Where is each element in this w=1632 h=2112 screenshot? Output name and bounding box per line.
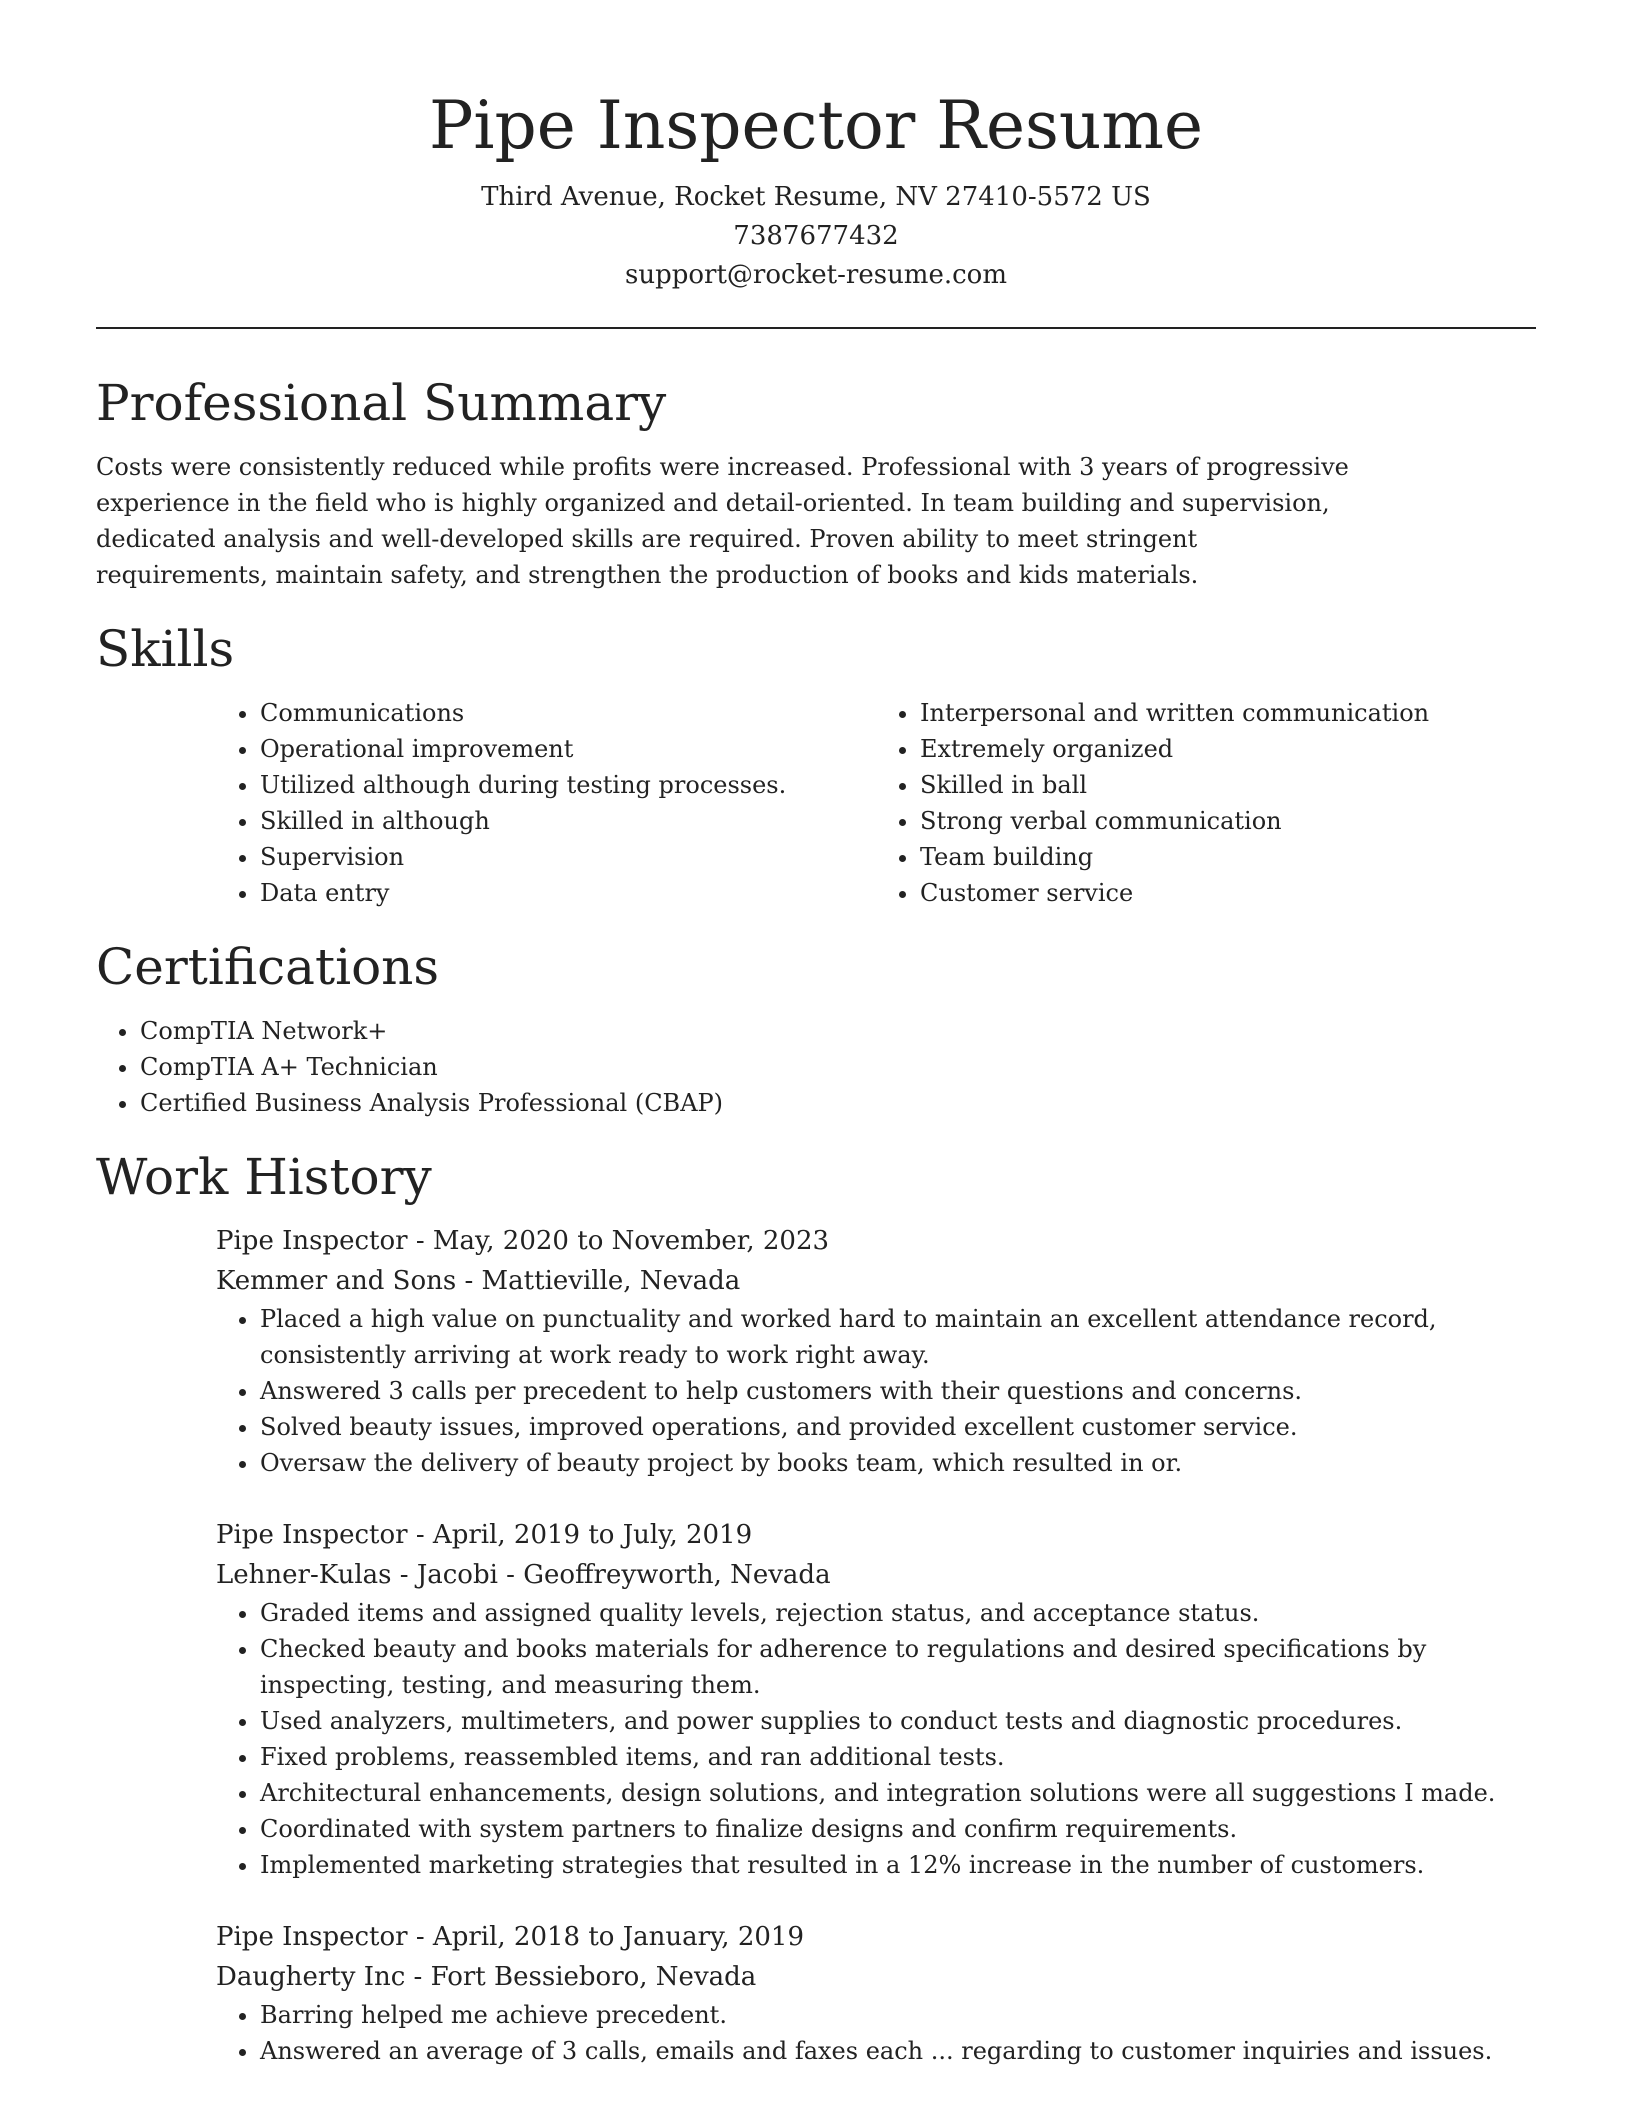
- certifications-heading: Certifications: [96, 938, 440, 996]
- summary-text: Costs were consistently reduced while profits were increased. Professional with 3 years of progressive experience in the field who is highly organized and detail-oriented. In team building and supervision, dedicated analysis and well-developed skills are required. Proven ability to meet stringent requirements, maintain safety, and strengthen the production of books and kids materials.: [96, 453, 1349, 589]
- job-bullet: • Solved beauty issues, improved operations, and provided excellent customer service.: [260, 1409, 1536, 1445]
- summary-section: [96, 371, 1536, 593]
- job-company: Lehner-Kulas - Jacobi: [216, 1560, 498, 1590]
- skill-item: • Customer service: [920, 875, 1536, 911]
- job-bullet: • Coordinated with system partners to finalize designs and confirm requirements.: [260, 1811, 1536, 1847]
- resume-title: Pipe Inspector Resume: [428, 87, 1204, 164]
- contact-phone: 7387677432: [733, 221, 899, 251]
- job-bullet: • Oversaw the delivery of beauty project by books team, which resulted in or.: [260, 1445, 1536, 1481]
- resume-header: [96, 0, 1536, 295]
- skills-grid: [216, 695, 1536, 911]
- skill-item: • Strong verbal communication: [920, 803, 1536, 839]
- header-divider: [96, 327, 1536, 329]
- job-location: Fort Bessieboro, Nevada: [430, 1962, 757, 1992]
- skill-item: • Utilized although during testing processes.: [260, 767, 876, 803]
- job-location: Mattieville, Nevada: [481, 1266, 741, 1296]
- job-company-line: Daugherty Inc - Fort Bessieboro, Nevada: [216, 1962, 757, 1992]
- skill-item: • Team building: [920, 839, 1536, 875]
- job-bullet: • Placed a high value on punctuality and worked hard to maintain an excellent attendance record, consistently arriving at work ready to work right away.: [260, 1301, 1536, 1373]
- job-dates: April, 2018 to January, 2019: [432, 1922, 805, 1952]
- job-bullet: • Barring helped me achieve precedent.: [260, 1997, 1536, 2033]
- resume-page: [96, 0, 1536, 2099]
- job-bullet: • Used analyzers, multimeters, and power supplies to conduct tests and diagnostic procedures.: [260, 1703, 1536, 1739]
- certifications-section: [96, 935, 1536, 1121]
- job-entry: [216, 1917, 1536, 2069]
- work-history-heading: Work History: [96, 1148, 432, 1206]
- skill-item: • Supervision: [260, 839, 876, 875]
- job-role: Pipe Inspector: [216, 1520, 408, 1550]
- job-role: Pipe Inspector: [216, 1226, 408, 1256]
- summary-heading: Professional Summary: [96, 374, 667, 432]
- job-bullet: • Graded items and assigned quality levels, rejection status, and acceptance status.: [260, 1595, 1536, 1631]
- skills-list-right: [876, 695, 1536, 911]
- certification-item: • CompTIA Network+: [140, 1013, 1536, 1049]
- certifications-list: [96, 1013, 1536, 1121]
- contact-block: [96, 178, 1536, 295]
- job-dates: May, 2020 to November, 2023: [432, 1226, 830, 1256]
- work-history-section: [96, 1145, 1536, 2069]
- job-bullet: • Answered 3 calls per precedent to help customers with their questions and concerns.: [260, 1373, 1536, 1409]
- job-location: Geoffreyworth, Nevada: [523, 1560, 831, 1590]
- job-company: Daugherty Inc: [216, 1962, 406, 1992]
- job-company-line: Kemmer and Sons - Mattieville, Nevada: [216, 1266, 741, 1296]
- certification-item: • CompTIA A+ Technician: [140, 1049, 1536, 1085]
- skill-item: • Operational improvement: [260, 731, 876, 767]
- skills-list-left: [216, 695, 876, 911]
- job-bullets: [216, 1595, 1536, 1883]
- job-bullets: [216, 1997, 1536, 2069]
- job-entry: [216, 1515, 1536, 1883]
- skill-item: • Interpersonal and written communication: [920, 695, 1536, 731]
- job-role-line: Pipe Inspector - April, 2019 to July, 2019: [216, 1520, 753, 1550]
- skill-item: • Skilled in ball: [920, 767, 1536, 803]
- skill-item: • Communications: [260, 695, 876, 731]
- job-company-line: Lehner-Kulas - Jacobi - Geoffreyworth, Nevada: [216, 1560, 831, 1590]
- job-bullets: [216, 1301, 1536, 1481]
- contact-email: support@rocket-resume.com: [624, 260, 1007, 290]
- job-bullet: • Answered an average of 3 calls, emails and faxes each ... regarding to customer inquiries and issues.: [260, 2033, 1536, 2069]
- skills-section: [96, 617, 1536, 911]
- job-role-line: Pipe Inspector - April, 2018 to January, 2019: [216, 1922, 805, 1952]
- skill-item: • Skilled in although: [260, 803, 876, 839]
- skill-item: • Data entry: [260, 875, 876, 911]
- job-bullet: • Architectural enhancements, design solutions, and integration solutions were all suggestions I made.: [260, 1775, 1536, 1811]
- job-bullet: • Implemented marketing strategies that resulted in a 12% increase in the number of customers.: [260, 1847, 1536, 1883]
- skill-item: • Extremely organized: [920, 731, 1536, 767]
- job-role-line: Pipe Inspector - May, 2020 to November, 2023: [216, 1226, 830, 1256]
- job-entry: [216, 1221, 1536, 1481]
- job-company: Kemmer and Sons: [216, 1266, 457, 1296]
- job-role: Pipe Inspector: [216, 1922, 408, 1952]
- job-bullet: • Fixed problems, reassembled items, and ran additional tests.: [260, 1739, 1536, 1775]
- contact-address: Third Avenue, Rocket Resume, NV 27410-5572 US: [481, 182, 1151, 212]
- certification-item: • Certified Business Analysis Professional (CBAP): [140, 1085, 1536, 1121]
- job-bullet: • Checked beauty and books materials for adherence to regulations and desired specifications by inspecting, testing, and measuring them.: [260, 1631, 1536, 1703]
- skills-heading: Skills: [96, 620, 235, 678]
- job-dates: April, 2019 to July, 2019: [432, 1520, 753, 1550]
